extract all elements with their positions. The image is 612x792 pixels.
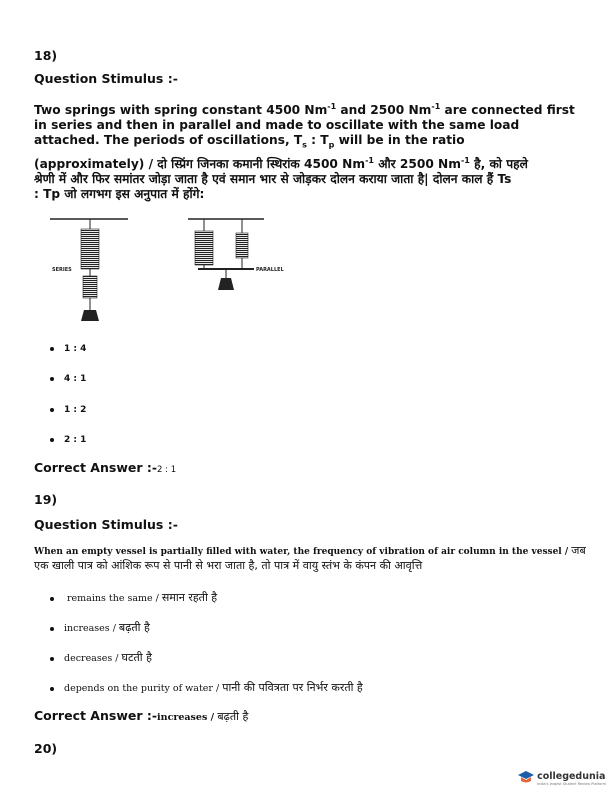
q19-line-1: When an empty vessel is partially filled with water, the frequency of vibration of air column in the vessel / जब xyxy=(34,544,586,557)
question-stimulus-label-18: Question Stimulus :- xyxy=(34,71,178,86)
q19-option-4[interactable]: depends on the purity of water / पानी की पवित्रता पर निर्भर करती है xyxy=(50,680,363,695)
question-stimulus-label-19: Question Stimulus :- xyxy=(34,517,178,532)
question-number-19: 19) xyxy=(34,492,58,507)
series-label: SERIES xyxy=(52,267,72,273)
parallel-label: PARALLEL xyxy=(256,267,284,273)
brand-name: collegedunia xyxy=(537,770,606,782)
q18-line-4: (approximately) / दो स्प्रिंग जिनका कमानी स्थिरांक 4500 $Nm^{-1}$ और 2500 $Nm^{-1}$ है, को पहले xyxy=(34,155,528,171)
bullet-icon xyxy=(50,438,54,442)
q18-line-5: श्रेणी में और फिर समांतर जोड़ा जाता है एवं समान भार से जोड़कर दोलन कराया जाता है| दोलन काल हैं Ts xyxy=(34,171,512,186)
q18-line-2: in series and then in parallel and made to oscillate with the same load xyxy=(34,118,520,133)
q19-option-1[interactable]: remains the same / समान रहती है xyxy=(50,590,217,605)
collegedunia-logo[interactable] xyxy=(517,770,606,786)
question-text-18 xyxy=(34,99,589,202)
bullet-icon xyxy=(50,687,54,691)
q18-option-4[interactable]: 2 : 1 xyxy=(50,435,86,445)
bullet-icon xyxy=(50,408,54,412)
series-diagram xyxy=(50,219,128,321)
bullet-icon xyxy=(50,627,54,631)
q18-line-3: attached. The periods of oscillations, $T_s$ : $T_p$ will be in the ratio xyxy=(34,133,465,150)
series-spring-top xyxy=(81,229,99,269)
parallel-weight xyxy=(218,278,234,290)
q19-option-2[interactable]: increases / बढ़ती है xyxy=(50,620,150,635)
q18-line-6: : Tp जो लगभग इस अनुपात में होंगे: xyxy=(34,186,205,201)
q19-line-2: एक खाली पात्र को आंशिक रूप से पानी से भरा जाता है, तो पात्र में वायु स्तंभ के कंपन की आवृत्ति xyxy=(34,559,423,572)
q19-option-3[interactable]: decreases / घटती है xyxy=(50,650,152,665)
q18-correct-answer: Correct Answer :-2 : 1 xyxy=(34,460,177,475)
series-spring-bottom xyxy=(83,276,97,298)
question-number-18: 18) xyxy=(34,48,58,63)
bullet-icon xyxy=(50,377,54,381)
brand-tagline: India's largest Student Review Platform xyxy=(537,781,606,786)
q18-option-2[interactable]: 4 : 1 xyxy=(50,374,86,384)
q19-correct-answer: Correct Answer :-increases / बढ़ती है xyxy=(34,708,249,723)
bullet-icon xyxy=(50,597,54,601)
series-weight xyxy=(81,310,99,321)
q18-option-3[interactable]: 1 : 2 xyxy=(50,405,86,415)
bullet-icon xyxy=(50,347,54,351)
springs-figure xyxy=(50,212,300,324)
q18-option-1[interactable]: 1 : 4 xyxy=(50,344,86,354)
parallel-spring-right xyxy=(236,233,248,258)
question-text-19 xyxy=(34,544,594,573)
question-number-20: 20) xyxy=(34,741,58,756)
parallel-diagram xyxy=(188,219,285,290)
q18-line-1: Two springs with spring constant 4500 $Nm^{-1}$ and 2500 $Nm^{-1}$ are connected first xyxy=(34,102,575,118)
graduation-cap-icon xyxy=(517,770,535,786)
bullet-icon xyxy=(50,657,54,661)
parallel-spring-left xyxy=(195,231,213,265)
